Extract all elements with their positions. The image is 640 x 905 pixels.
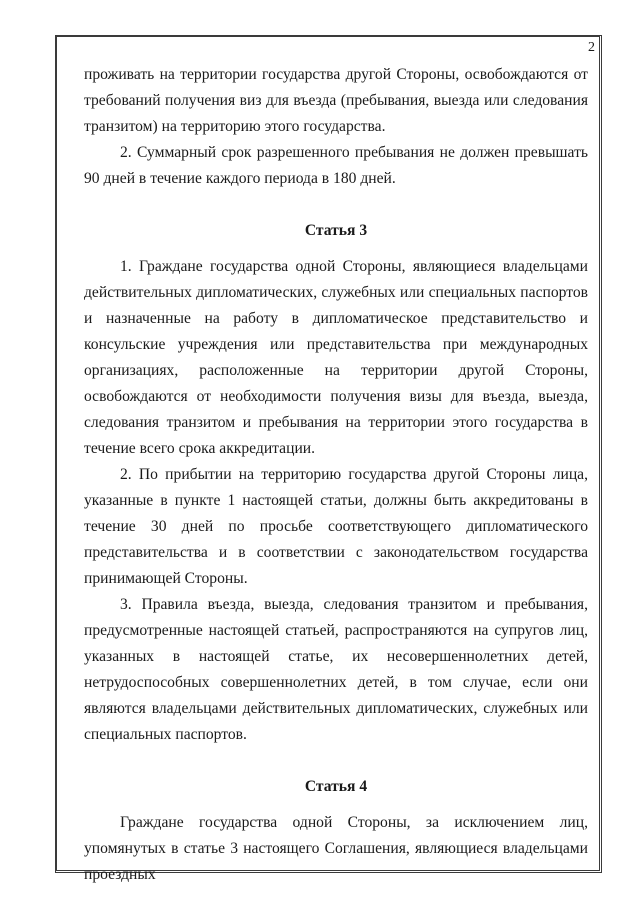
article-3-paragraph-1: 1. Граждане государства одной Стороны, являющиеся владельцами действительных дипломатических, служебных или специальных паспортов и назначенные на работу в дипломатическое представительство и консульские учреждения или представительства при международных организациях, расположенные на территории другой Стороны, освобождаются от необходимости получения визы для въезда, выезда, следования транзитом и пребывания на территории этого государства в течение всего срока аккредитации. [84, 258, 588, 457]
spacer [84, 244, 588, 254]
continuation-paragraph: проживать на территории государства другой Стороны, освобождаются от требований получения виз для въезда (пребывания, выезда или следования транзитом) на территорию этого государства. [84, 66, 588, 135]
article-4-heading: Статья 4 [304, 778, 368, 795]
article-3-paragraph-3: 3. Правила въезда, выезда, следования транзитом и пребывания, предусмотренные настоящей статьей, распространяются на супругов лиц, указанных в настоящей статье, их несовершеннолетних детей, нетрудоспособных совершеннолетних детей, в том случае, если они являются владельцами действительных дипломатических, служебных или специальных паспортов. [84, 596, 588, 743]
paragraph-2-2: 2. Суммарный срок разрешенного пребывания не должен превышать 90 дней в течение каждого периода в 180 дней. [84, 144, 588, 187]
page-number: 2 [588, 40, 595, 55]
document-body [84, 62, 588, 888]
article-3-paragraph-2: 2. По прибытии на территорию государства другой Стороны лица, указанные в пункте 1 настоящей статьи, должны быть аккредитованы в течение 30 дней по просьбе соответствующего дипломатического представительства и в соответствии с законодательством государства принимающей Стороны. [84, 466, 588, 587]
article-3-heading: Статья 3 [304, 222, 368, 239]
article-4-paragraph-1: Граждане государства одной Стороны, за исключением лиц, упомянутых в статье 3 настоящего Соглашения, являющиеся владельцами проездных [84, 814, 588, 883]
spacer [84, 800, 588, 810]
